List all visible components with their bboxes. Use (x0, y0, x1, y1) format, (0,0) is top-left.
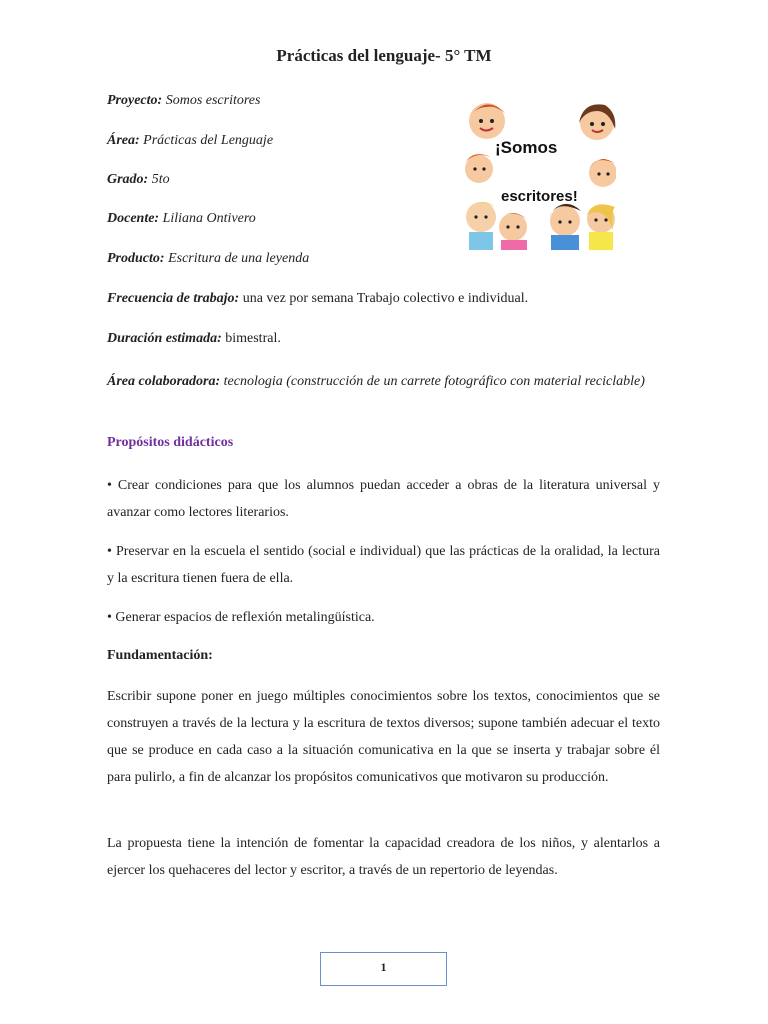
field-value: Prácticas del Lenguaje (143, 133, 274, 148)
propositos-heading: Propósitos didácticos (107, 435, 234, 450)
field-value: Liliana Ontivero (162, 211, 256, 226)
field-frecuencia (107, 289, 528, 309)
proposito-item: • Crear condiciones para que los alumnos puedan acceder a obras de la literatura universal y avanzar como lectores literarios. (107, 478, 660, 520)
field-area-colaboradora (107, 369, 660, 395)
field-duracion (107, 329, 281, 349)
page-number: 1 (380, 960, 387, 974)
field-label: Proyecto: (107, 93, 163, 108)
logo-text-line2: escritores! (501, 188, 578, 205)
field-label: Duración estimada: (107, 331, 222, 346)
field-label: Área colaboradora: (107, 374, 221, 389)
page-number-box (320, 952, 447, 986)
logo-text-line1: ¡Somos (495, 138, 558, 157)
field-label: Docente: (107, 211, 160, 226)
field-label: Frecuencia de trabajo: (107, 291, 240, 306)
field-proyecto (107, 91, 260, 111)
field-value: Escritura de una leyenda (168, 251, 310, 266)
fundamentacion-paragraph: Escribir supone poner en juego múltiples conocimientos sobre los textos, conocimientos que se construyen a través de la lectura y la escritura de textos diversos; supone también adecuar el texto que se produce en cada caso a la situación comunicativa en la que se inserta y trabajar sobre él para pulirlo, a fin de alcanzar los propósitos comunicativos que motivaron su producción. (107, 689, 660, 785)
fundamentacion-heading: Fundamentación: (107, 648, 213, 663)
field-label: Producto: (107, 251, 165, 266)
field-label: Área: (107, 133, 140, 148)
field-label: Grado: (107, 172, 149, 187)
fundamentacion-paragraph: La propuesta tiene la intención de fomentar la capacidad creadora de los niños, y alentarlos a ejercer los quehaceres del lector y escritor, a través de un repertorio de leyendas. (107, 836, 660, 878)
field-value: una vez por semana Trabajo colectivo e individual. (242, 291, 529, 306)
document-title: Prácticas del lenguaje- 5° TM (276, 46, 492, 65)
field-grado (107, 170, 170, 190)
field-value: bimestral. (225, 331, 281, 346)
somos-escritores-logo (465, 99, 616, 250)
field-value: 5to (151, 172, 170, 187)
field-value: Somos escritores (165, 93, 261, 108)
field-value: tecnologia (construcción de un carrete fotográfico con material reciclable) (223, 374, 645, 389)
field-docente (107, 209, 256, 229)
proposito-item: • Generar espacios de reflexión metalingüística. (107, 610, 375, 625)
proposito-item: • Preservar en la escuela el sentido (social e individual) que las prácticas de la oralidad, la lectura y la escritura tienen fuera de ella. (107, 544, 660, 586)
field-producto (107, 249, 309, 269)
field-area (107, 131, 273, 151)
